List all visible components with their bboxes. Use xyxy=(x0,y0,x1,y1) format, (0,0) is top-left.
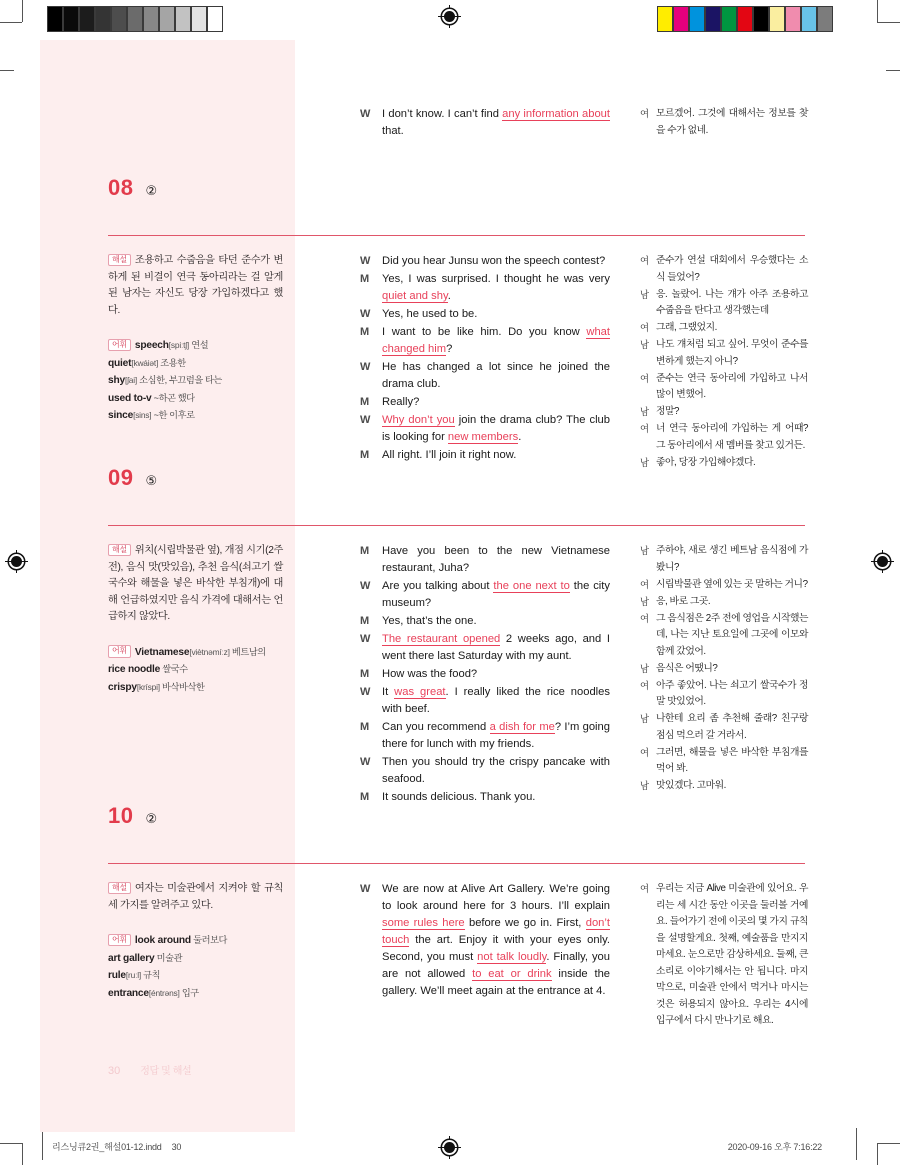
vocabulary-pronunciation: [viètnəmíːz] xyxy=(189,646,230,657)
translation-text: 준수가 연설 대회에서 우승했다는 소식 들었어? xyxy=(656,255,808,283)
translation-text: 그러면, 해물을 넣은 바삭한 부침개를 먹어 봐. xyxy=(656,746,808,774)
script-korean-09 xyxy=(640,543,808,795)
speaker-label: W xyxy=(360,883,371,895)
grayscale-swatch xyxy=(63,6,79,32)
utterance-text xyxy=(382,412,610,446)
crop-mark xyxy=(0,22,22,23)
translation-turn xyxy=(640,253,808,286)
vocabulary-list-10 xyxy=(108,932,283,1002)
script-turn xyxy=(360,631,610,665)
translation-turn xyxy=(640,745,808,778)
script-turn xyxy=(360,447,610,464)
question-header-08 xyxy=(108,175,157,201)
utterance-text xyxy=(382,754,610,788)
script-turn xyxy=(360,613,610,630)
vocabulary-word: speech xyxy=(134,340,169,351)
translation-text: 정말? xyxy=(656,406,680,417)
vocabulary-meaning: 연설 xyxy=(189,340,209,350)
translation-speaker-label: 여 xyxy=(640,612,650,624)
file-page-number: 30 xyxy=(171,1142,182,1152)
answer-choice: ⑤ xyxy=(145,473,158,488)
vocabulary-word: art gallery xyxy=(108,952,155,964)
utterance-text xyxy=(382,789,610,806)
speaker-label: M xyxy=(360,668,370,680)
color-swatch xyxy=(753,6,769,32)
translation-turn xyxy=(640,371,808,404)
translation-speaker-label: 여 xyxy=(640,372,650,384)
highlighted-phrase: any information about xyxy=(502,108,610,120)
script-turn xyxy=(360,881,610,1000)
vocabulary-entry xyxy=(108,372,283,390)
vocabulary-meaning: 둘러보다 xyxy=(190,935,228,945)
vocabulary-entry xyxy=(108,661,283,679)
vocabulary-entry xyxy=(108,337,283,355)
vocabulary-word: quiet xyxy=(108,357,132,369)
color-swatch xyxy=(705,6,721,32)
color-swatch xyxy=(657,6,673,32)
translation-text: 너 연극 동아리에 가입하는 게 어때? 그 동아리에서 새 멤버를 찾고 있거든. xyxy=(656,423,808,451)
translation-speaker-label: 여 xyxy=(640,108,650,119)
vocabulary-pronunciation: [kwáiət] xyxy=(131,357,159,368)
crop-mark xyxy=(877,0,878,22)
question-divider xyxy=(108,235,805,236)
speaker-label: W xyxy=(360,633,371,645)
page-footer xyxy=(108,1062,191,1077)
crop-mark xyxy=(856,1128,857,1160)
grayscale-calibration-bar xyxy=(47,6,223,32)
plain-phrase: . xyxy=(447,290,451,302)
utterance-text xyxy=(382,543,610,577)
script-turn xyxy=(360,719,610,753)
script-turn xyxy=(360,253,610,270)
question-number: 10 xyxy=(108,803,134,828)
script-turn xyxy=(360,789,610,806)
script-turn xyxy=(360,306,610,323)
plain-phrase: It sounds delicious. Thank you. xyxy=(382,791,536,803)
script-korean-10 xyxy=(640,881,808,1030)
plain-phrase: Can you recommend xyxy=(382,721,490,733)
speaker-label: M xyxy=(360,791,370,803)
grayscale-swatch xyxy=(143,6,159,32)
explanation-text xyxy=(108,543,283,626)
plain-phrase: Are you talking about xyxy=(382,580,494,592)
translation-speaker-label: 남 xyxy=(640,713,650,724)
translation-text: 주하야, 새로 생긴 베트남 음식점에 가 봤니? xyxy=(656,545,808,573)
utterance-text xyxy=(382,271,610,305)
translation-text: 좋아, 당장 가입해야겠다. xyxy=(656,456,756,468)
grayscale-swatch xyxy=(191,6,207,32)
crop-mark xyxy=(877,22,900,23)
translation-speaker-label: 여 xyxy=(640,679,650,691)
speaker-label: W xyxy=(360,414,371,426)
utterance-text xyxy=(382,684,610,718)
translation-speaker-label: 남 xyxy=(640,406,650,417)
plain-phrase: All right. I’ll join it right now. xyxy=(382,449,517,461)
translation-text: 아주 좋았어. 나는 쇠고기 쌀국수가 정말 맛있었어. xyxy=(656,679,808,707)
translation-text: 시립박물관 옆에 있는 곳 말하는 거니? xyxy=(656,578,808,590)
highlighted-phrase: a dish for me xyxy=(489,721,555,733)
translation-speaker-label: 여 xyxy=(640,883,650,894)
script-english-09 xyxy=(360,543,610,807)
plain-phrase: inside the gallery. We’ll meet again at the entrance at 4. xyxy=(382,968,611,997)
speaker-label: W xyxy=(360,756,371,768)
registration-mark-bottom xyxy=(441,1139,458,1156)
utterance-text xyxy=(382,666,610,683)
utterance-text xyxy=(382,578,610,612)
highlighted-phrase: the one next to xyxy=(493,580,570,592)
vocabulary-meaning: ~한 이후로 xyxy=(151,410,195,420)
explanation-column-09 xyxy=(108,543,283,696)
highlighted-phrase: not talk loudly xyxy=(477,951,547,963)
speaker-label: W xyxy=(360,361,371,373)
vocabulary-word: rule xyxy=(108,970,126,981)
utterance-text xyxy=(382,306,610,323)
vocabulary-pronunciation: [éntrəns] xyxy=(148,987,180,998)
translation-turn xyxy=(640,661,808,678)
file-name: 리스닝큐2권_해설01-12.indd xyxy=(52,1142,162,1152)
highlighted-phrase: what changed him xyxy=(382,326,610,355)
translation-text: 나한테 요리 좀 추천해 줄래? 친구랑 점심 먹으러 갈 거라서. xyxy=(656,713,808,741)
vocabulary-entry xyxy=(108,950,283,968)
vocabulary-word: Vietnamese xyxy=(134,646,190,658)
translation-text: 응, 바로 그곳. xyxy=(656,595,711,607)
speaker-label: M xyxy=(360,721,370,733)
utterance-text xyxy=(382,631,610,665)
translation-speaker-label: 남 xyxy=(640,288,650,300)
highlighted-phrase: The restaurant opened xyxy=(382,633,501,645)
plain-phrase: ? I’m going there for lunch with my friends. xyxy=(382,721,610,750)
explanation-tag: 해설 xyxy=(108,544,131,557)
translation-turn xyxy=(640,611,808,661)
explanation-column-08 xyxy=(108,253,283,425)
vocabulary-entry xyxy=(108,679,283,697)
registration-mark-top xyxy=(441,8,458,25)
translation-speaker-label: 남 xyxy=(640,662,650,674)
explanation-tag: 해설 xyxy=(108,882,131,895)
registration-mark-left xyxy=(8,553,25,570)
translation-turn xyxy=(640,577,808,594)
plain-phrase: Have you been to the new Vietnamese restaurant, Juha? xyxy=(382,545,610,574)
plain-phrase: Did you hear Junsu won the speech contest? xyxy=(382,255,606,267)
highlighted-phrase: was great xyxy=(394,686,446,698)
plain-phrase: It xyxy=(382,686,395,698)
translation-turn xyxy=(640,106,808,139)
highlighted-phrase: some rules here xyxy=(382,917,465,929)
utterance-text xyxy=(382,613,610,630)
vocabulary-pronunciation: [spiːtʃ] xyxy=(168,340,190,350)
speaker-label: M xyxy=(360,615,370,627)
script-turn xyxy=(360,106,610,140)
grayscale-swatch xyxy=(127,6,143,32)
plain-phrase: . xyxy=(518,431,522,443)
vocabulary-meaning: 베트남의 xyxy=(229,646,266,657)
plain-phrase: He has changed a lot since he joined the drama club. xyxy=(382,361,610,390)
script-turn xyxy=(360,271,610,305)
plain-phrase: Yes, I was surprised. I thought he was very xyxy=(382,273,610,285)
page-content xyxy=(40,40,860,1132)
crop-mark xyxy=(22,1143,23,1165)
translation-speaker-label: 남 xyxy=(640,780,650,791)
translation-speaker-label: 남 xyxy=(640,545,650,556)
vocabulary-pronunciation: [ruːl] xyxy=(125,970,141,980)
plain-phrase: Then you should try the crispy pancake with seafood. xyxy=(382,756,610,785)
vocabulary-entry xyxy=(108,407,283,425)
script-english-10 xyxy=(360,881,610,1001)
script-continuation-english xyxy=(360,106,610,141)
page-number: 30 xyxy=(108,1065,121,1077)
script-english-08 xyxy=(360,253,610,465)
vocabulary-word: used to-v xyxy=(108,392,152,404)
question-header-10 xyxy=(108,803,157,829)
plain-phrase: How was the food? xyxy=(382,668,478,680)
vocabulary-meaning: 조용한 xyxy=(158,357,186,368)
script-continuation-korean xyxy=(640,106,808,140)
vocabulary-word: shy xyxy=(108,375,125,386)
vocabulary-list-09 xyxy=(108,644,283,697)
vocabulary-meaning: 미술관 xyxy=(154,952,183,963)
translation-turn xyxy=(640,337,808,370)
plain-phrase: join the drama club? The club is looking for xyxy=(382,414,610,443)
plain-phrase: Yes, he used to be. xyxy=(382,308,478,320)
plain-phrase: . I really liked the rice noodles with beef. xyxy=(382,686,610,715)
utterance-text xyxy=(382,447,610,464)
translation-speaker-label: 남 xyxy=(640,456,650,468)
translation-turn xyxy=(640,404,808,421)
answer-choice: ② xyxy=(145,183,158,198)
export-timestamp: 2020-09-16 오후 7:16:22 xyxy=(727,1142,822,1152)
explanation-column-10 xyxy=(108,881,283,1002)
vocabulary-entry xyxy=(108,355,283,373)
vocabulary-word: since xyxy=(108,410,134,421)
color-swatch xyxy=(801,6,817,32)
crop-mark xyxy=(886,70,900,71)
utterance-text xyxy=(382,881,610,1000)
utterance-text xyxy=(382,359,610,393)
crop-mark xyxy=(877,1143,900,1144)
translation-text: 그래, 그랬었지. xyxy=(656,322,717,333)
color-swatch xyxy=(769,6,785,32)
plain-phrase: We are now at Alive Art Gallery. We’re going to look around here for 3 hours. I’ll explain xyxy=(382,883,610,912)
vocabulary-meaning: 입구 xyxy=(179,987,199,998)
speaker-label: W xyxy=(360,686,371,698)
script-turn xyxy=(360,543,610,577)
color-swatch xyxy=(817,6,833,32)
translation-text: 모르겠어. 그것에 대해서는 정보를 찾을 수가 없네. xyxy=(656,108,808,136)
explanation-body: 위치(시립박물관 옆), 개점 시기(2주 전), 음식 맛(맛있음), 추천 음식(쇠고기 쌀국수와 해물을 넣은 바삭한 부침개)에 대해 언급하였지만 음식 가격에 대해서는 언급하지 않았다. xyxy=(108,545,283,622)
translation-speaker-label: 여 xyxy=(640,423,650,434)
vocabulary-entry xyxy=(108,967,283,985)
vocabulary-pronunciation: [ʃai] xyxy=(124,375,138,385)
highlighted-phrase: to eat or drink xyxy=(472,968,552,980)
grayscale-swatch xyxy=(207,6,223,32)
highlighted-phrase: quiet and shy xyxy=(382,290,448,302)
crop-mark xyxy=(42,1128,43,1160)
translation-turn xyxy=(640,455,808,472)
question-header-09 xyxy=(108,465,157,491)
explanation-body: 조용하고 수줍음을 타던 준수가 변하게 된 비결이 연극 동아리라는 걸 알게 된 남자는 자신도 당장 가입하겠다고 했다. xyxy=(108,255,283,316)
translation-text: 맛있겠다. 고마워. xyxy=(656,780,726,791)
vocabulary-tag: 어휘 xyxy=(108,934,131,947)
crop-mark xyxy=(0,70,14,71)
question-number: 09 xyxy=(108,465,134,490)
translation-turn xyxy=(640,287,808,320)
speaker-label: W xyxy=(360,308,371,320)
highlighted-phrase: new members xyxy=(447,431,519,443)
speaker-label: M xyxy=(360,326,370,338)
crop-mark xyxy=(22,0,23,22)
vocabulary-word: entrance xyxy=(108,987,149,999)
translation-turn xyxy=(640,320,808,337)
script-turn xyxy=(360,754,610,788)
speaker-label: W xyxy=(360,108,371,120)
vocabulary-entry xyxy=(108,644,283,662)
utterance-text xyxy=(382,719,610,753)
speaker-label: M xyxy=(360,273,370,285)
vocabulary-entry xyxy=(108,390,283,408)
translation-turn xyxy=(640,778,808,795)
question-divider xyxy=(108,863,805,864)
color-swatch xyxy=(721,6,737,32)
translation-text: 준수는 연극 동아리에 가입하고 나서 많이 변했어. xyxy=(656,372,808,400)
plain-phrase: before we go in. First, xyxy=(464,917,586,929)
translation-turn xyxy=(640,881,808,1030)
translation-turn xyxy=(640,594,808,611)
vocabulary-entry xyxy=(108,985,283,1003)
script-turn xyxy=(360,578,610,612)
speaker-label: W xyxy=(360,255,371,267)
translation-text: 응. 놀랐어. 나는 걔가 아주 조용하고 수줍음을 탄다고 생각했는데 xyxy=(656,288,808,316)
color-calibration-bar xyxy=(657,6,833,32)
plain-phrase: I don’t know. I can’t find xyxy=(382,108,503,120)
highlighted-phrase: Why don’t you xyxy=(382,414,455,426)
footer-section-title: 정답 및 해설 xyxy=(140,1066,192,1077)
grayscale-swatch xyxy=(95,6,111,32)
translation-speaker-label: 여 xyxy=(640,746,650,758)
translation-turn xyxy=(640,543,808,576)
vocabulary-tag: 어휘 xyxy=(108,339,131,352)
plain-phrase: that. xyxy=(382,125,404,137)
translation-turn xyxy=(640,421,808,454)
script-turn xyxy=(360,324,610,358)
script-turn xyxy=(360,394,610,411)
speaker-label: M xyxy=(360,449,370,461)
highlighted-phrase: don’t touch xyxy=(382,917,610,946)
script-turn xyxy=(360,412,610,446)
color-swatch xyxy=(785,6,801,32)
translation-text: 음식은 어땠니? xyxy=(656,662,718,674)
color-swatch xyxy=(737,6,753,32)
vocabulary-entry xyxy=(108,932,283,950)
utterance-text xyxy=(382,253,610,270)
vocabulary-list-08 xyxy=(108,337,283,425)
translation-text: 나도 걔처럼 되고 싶어. 무엇이 준수를 변하게 했는지 아니? xyxy=(656,339,808,367)
crop-mark xyxy=(877,1143,878,1165)
explanation-text xyxy=(108,881,283,914)
vocabulary-word: crispy xyxy=(108,681,137,693)
color-swatch xyxy=(673,6,689,32)
translation-speaker-label: 남 xyxy=(640,339,650,350)
registration-mark-right xyxy=(874,553,891,570)
grayscale-swatch xyxy=(175,6,191,32)
vocabulary-meaning: 소심한, 부끄럼을 타는 xyxy=(137,375,222,385)
plain-phrase: Really? xyxy=(382,396,420,408)
vocabulary-meaning: 바삭바삭한 xyxy=(159,681,205,692)
explanation-text xyxy=(108,253,283,319)
vocabulary-meaning: 규칙 xyxy=(140,970,161,980)
grayscale-swatch xyxy=(47,6,63,32)
translation-speaker-label: 여 xyxy=(640,322,650,333)
vocabulary-tag: 어휘 xyxy=(108,645,131,658)
translation-turn xyxy=(640,711,808,744)
script-turn xyxy=(360,359,610,393)
plain-phrase: . Finally, you are not allowed xyxy=(382,951,610,980)
script-korean-08 xyxy=(640,253,808,472)
translation-text: 그 음식점은 2주 전에 영업을 시작했는데, 나는 지난 토요일에 그곳에 이모와 함께 갔었어. xyxy=(656,612,808,657)
plain-phrase: Yes, that’s the one. xyxy=(382,615,477,627)
plain-phrase: ? xyxy=(446,343,453,355)
translation-turn xyxy=(640,678,808,711)
script-turn xyxy=(360,684,610,718)
vocabulary-pronunciation: [sins] xyxy=(133,410,152,420)
translation-speaker-label: 여 xyxy=(640,578,650,590)
speaker-label: M xyxy=(360,396,370,408)
plain-phrase: 2 weeks ago, and I went there last Saturday with my aunt. xyxy=(382,633,610,662)
color-swatch xyxy=(689,6,705,32)
vocabulary-word: look around xyxy=(134,935,191,946)
vocabulary-meaning: 쌀국수 xyxy=(160,664,188,674)
indesign-file-info xyxy=(52,1140,181,1153)
script-turn xyxy=(360,666,610,683)
utterance-text xyxy=(382,394,610,411)
vocabulary-word: rice noodle xyxy=(108,664,161,675)
utterance-text xyxy=(382,324,610,358)
translation-text: 우리는 지금 Alive 미술관에 있어요. 우리는 세 시간 동안 이곳을 둘러볼 거예요. 들어가기 전에 이곳의 몇 가지 규칙을 설명할게요. 첫째, 예술품을 만지지 마세요. 눈으로만 감상하세요. 둘째, 큰 소리로 이야기해서는 안 됩니다. 마지막으로, 미술관 안에서 먹거나 마시는 것은 허용되지 않아요. 우리는 4시에 입구에서 다시 만나기로 해요. xyxy=(656,883,808,1026)
translation-speaker-label: 남 xyxy=(640,595,650,607)
question-divider xyxy=(108,525,805,526)
speaker-label: M xyxy=(360,545,370,557)
utterance-text xyxy=(382,106,610,140)
question-number: 08 xyxy=(108,175,134,200)
grayscale-swatch xyxy=(159,6,175,32)
translation-speaker-label: 여 xyxy=(640,255,650,266)
grayscale-swatch xyxy=(111,6,127,32)
explanation-body: 여자는 미술관에서 지켜야 할 규칙 세 가지를 알려주고 있다. xyxy=(108,883,283,911)
speaker-label: W xyxy=(360,580,371,592)
crop-mark xyxy=(0,1143,22,1144)
plain-phrase: the city museum? xyxy=(382,580,610,609)
vocabulary-meaning: ~하곤 했다 xyxy=(151,392,195,403)
plain-phrase: the art. Enjoy it with your eyes only. Second, you must xyxy=(382,934,610,963)
plain-phrase: I want to be like him. Do you know xyxy=(382,326,587,338)
grayscale-swatch xyxy=(79,6,95,32)
vocabulary-pronunciation: [kríspi] xyxy=(136,681,160,692)
explanation-tag: 해설 xyxy=(108,254,131,267)
answer-choice: ② xyxy=(145,811,158,826)
